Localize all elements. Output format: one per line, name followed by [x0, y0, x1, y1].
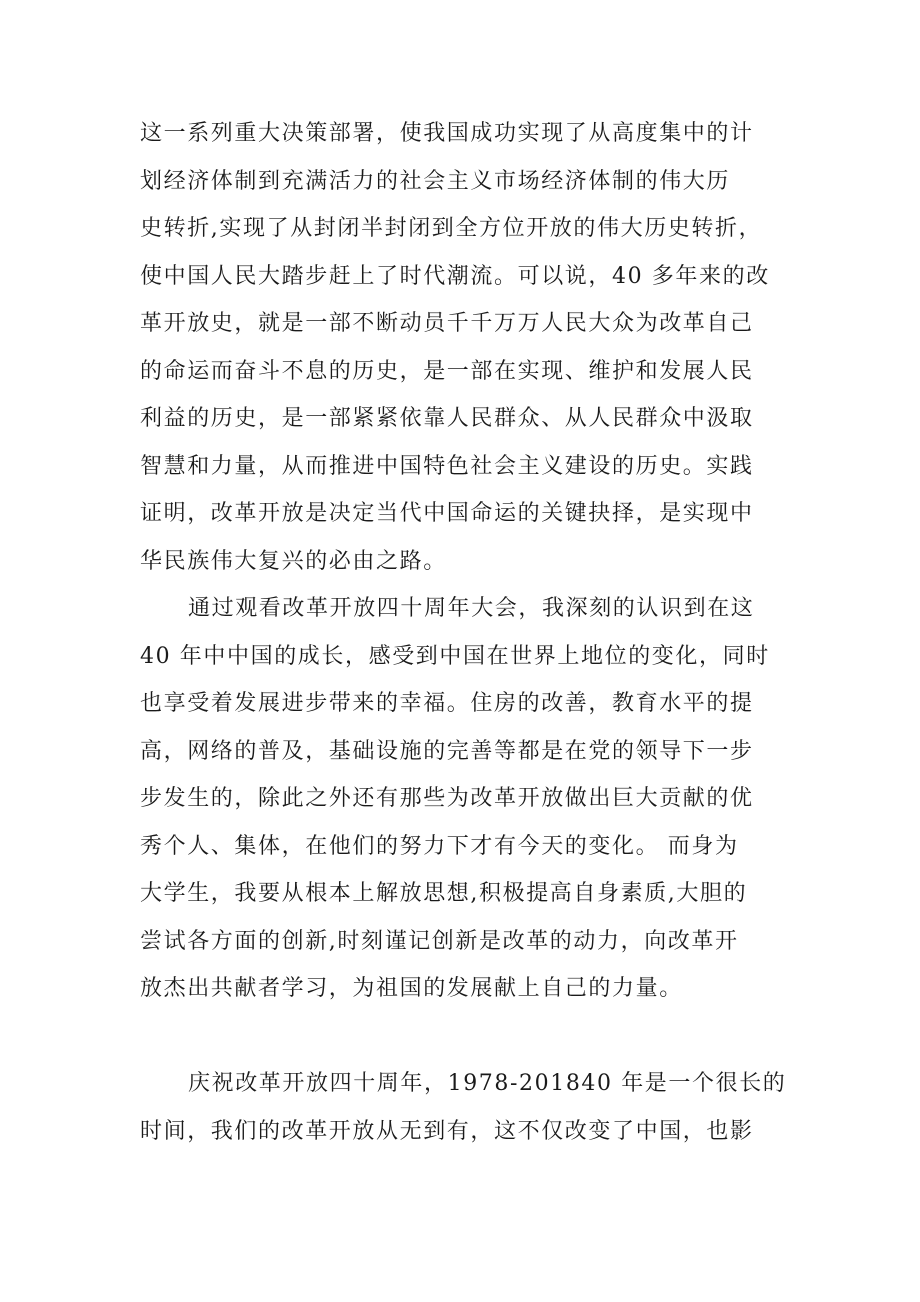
text-line: 秀个人、集体，在他们的努力下才有今天的变化。 而身为: [140, 833, 739, 859]
text-line: 尝试各方面的创新,时刻谨记创新是改革的动力，向改革开: [140, 928, 739, 954]
text-line: 放杰出共献者学习，为祖国的发展献上自己的力量。: [140, 976, 683, 1001]
text-line-first: 通过观看改革开放四十周年大会，我深刻的认识到在这: [188, 596, 755, 621]
text-line: 证明，改革开放是决定当代中国命运的关键抉择，是实现中: [140, 501, 754, 526]
paragraph-3: [140, 1060, 787, 1155]
document-body: [140, 110, 787, 1155]
text-line: 使中国人民大踏步赶上了时代潮流。可以说，40 多年来的改: [140, 263, 770, 289]
paragraph-2: [140, 585, 780, 1013]
text-line: 大学生，我要从根本上解放思想,积极提高自身素质,大胆的: [140, 881, 748, 906]
text-line: 的命运而奋斗不息的历史，是一部在实现、维护和发展人民: [140, 358, 754, 384]
text-line: 革开放史，就是一部不断动员千千万万人民大众为改革自己: [140, 311, 754, 336]
text-line: 史转折,实现了从封闭半封闭到全方位开放的伟大历史转折，: [140, 216, 763, 241]
text-line: 智慧和力量，从而推进中国特色社会主义建设的历史。实践: [140, 453, 754, 479]
text-line: 步发生的，除此之外还有那些为改革开放做出巨大贡献的优: [140, 786, 754, 811]
text-line: 划经济体制到充满活力的社会主义市场经济体制的伟大历: [140, 168, 731, 194]
text-line: 利益的历史，是一部紧紧依靠人民群众、从人民群众中汲取: [140, 406, 754, 431]
paragraph-1: [140, 110, 780, 585]
text-line-first: 庆祝改革开放四十周年，1978-201840 年是一个很长的: [188, 1071, 787, 1096]
text-line: 华民族伟大复兴的必由之路。: [140, 548, 447, 574]
text-line: 这一系列重大决策部署，使我国成功实现了从高度集中的计: [140, 121, 754, 146]
paragraph-gap: [140, 1013, 780, 1061]
text-line: 40 年中中国的成长，感受到中国在世界上地位的变化，同时: [140, 643, 770, 669]
text-line: 时间，我们的改革开放从无到有，这不仅改变了中国，也影: [140, 1118, 754, 1144]
text-line: 也享受着发展进步带来的幸福。住房的改善，教育水平的提: [140, 691, 754, 716]
text-line: 高，网络的普及，基础设施的完善等都是在党的领导下一步: [140, 738, 754, 764]
